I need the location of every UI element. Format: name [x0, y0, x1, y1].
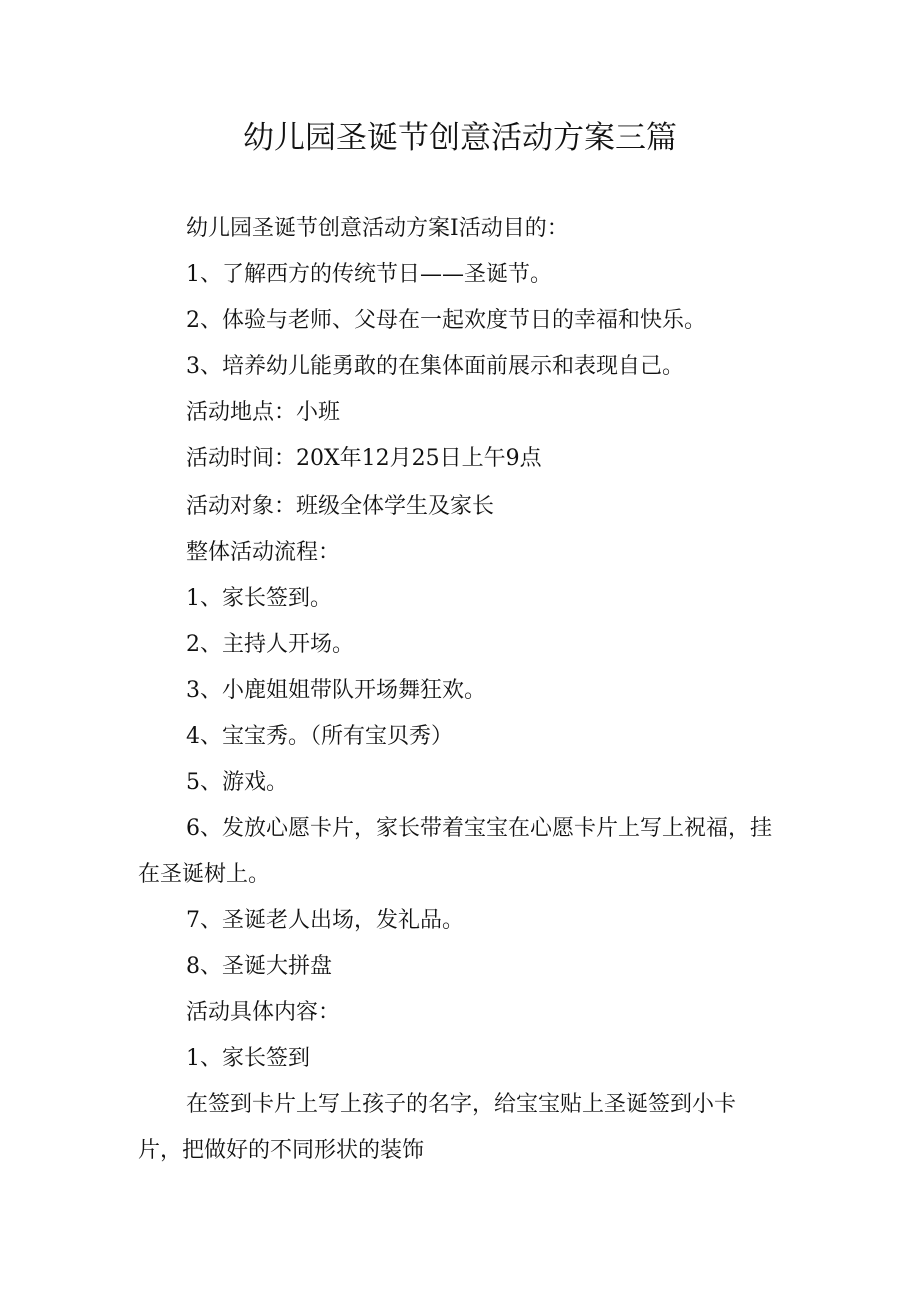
- paragraph-flow-3: 3、小鹿姐姐带队开场舞狂欢。: [186, 678, 486, 703]
- paragraph-purpose-3: 3、培养幼儿能勇敢的在集体面前展示和表现自己。: [186, 354, 684, 379]
- paragraph-flow-5: 5、游戏。: [186, 770, 288, 795]
- paragraph-content-1: 1、家长签到: [186, 1046, 310, 1071]
- document-title: 幼儿园圣诞节创意活动方案三篇: [243, 120, 677, 156]
- document-body: [138, 206, 778, 1174]
- paragraph-flow-4: 4、宝宝秀。（所有宝贝秀）: [186, 724, 453, 749]
- paragraph-flow-6: 6、发放心愿卡片，家长带着宝宝在心愿卡片上写上祝福，挂在圣诞树上。: [138, 816, 772, 887]
- paragraph-audience: 活动对象：班级全体学生及家长: [186, 494, 495, 519]
- paragraph-location: 活动地点：小班: [186, 400, 341, 425]
- paragraph-flow-7: 7、圣诞老人出场，发礼品。: [186, 908, 464, 933]
- paragraph-content-1-detail: 在签到卡片上写上孩子的名字，给宝宝贴上圣诞签到小卡片，把做好的不同形状的装饰: [138, 1092, 737, 1163]
- paragraph-flow-8: 8、圣诞大拼盘: [186, 954, 332, 979]
- paragraph-flow-2: 2、主持人开场。: [186, 632, 354, 657]
- paragraph-purpose-heading: 幼儿园圣诞节创意活动方案I活动目的：: [186, 216, 569, 241]
- paragraph-flow-heading: 整体活动流程：: [186, 540, 341, 565]
- paragraph-content-heading: 活动具体内容：: [186, 1000, 341, 1025]
- paragraph-time: 活动时间：20X年12月25日上午9点: [186, 446, 542, 471]
- paragraph-purpose-2: 2、体验与老师、父母在一起欢度节日的幸福和快乐。: [186, 308, 706, 333]
- paragraph-flow-1: 1、家长签到。: [186, 586, 332, 611]
- paragraph-purpose-1: 1、了解西方的传统节日——圣诞节。: [186, 262, 552, 287]
